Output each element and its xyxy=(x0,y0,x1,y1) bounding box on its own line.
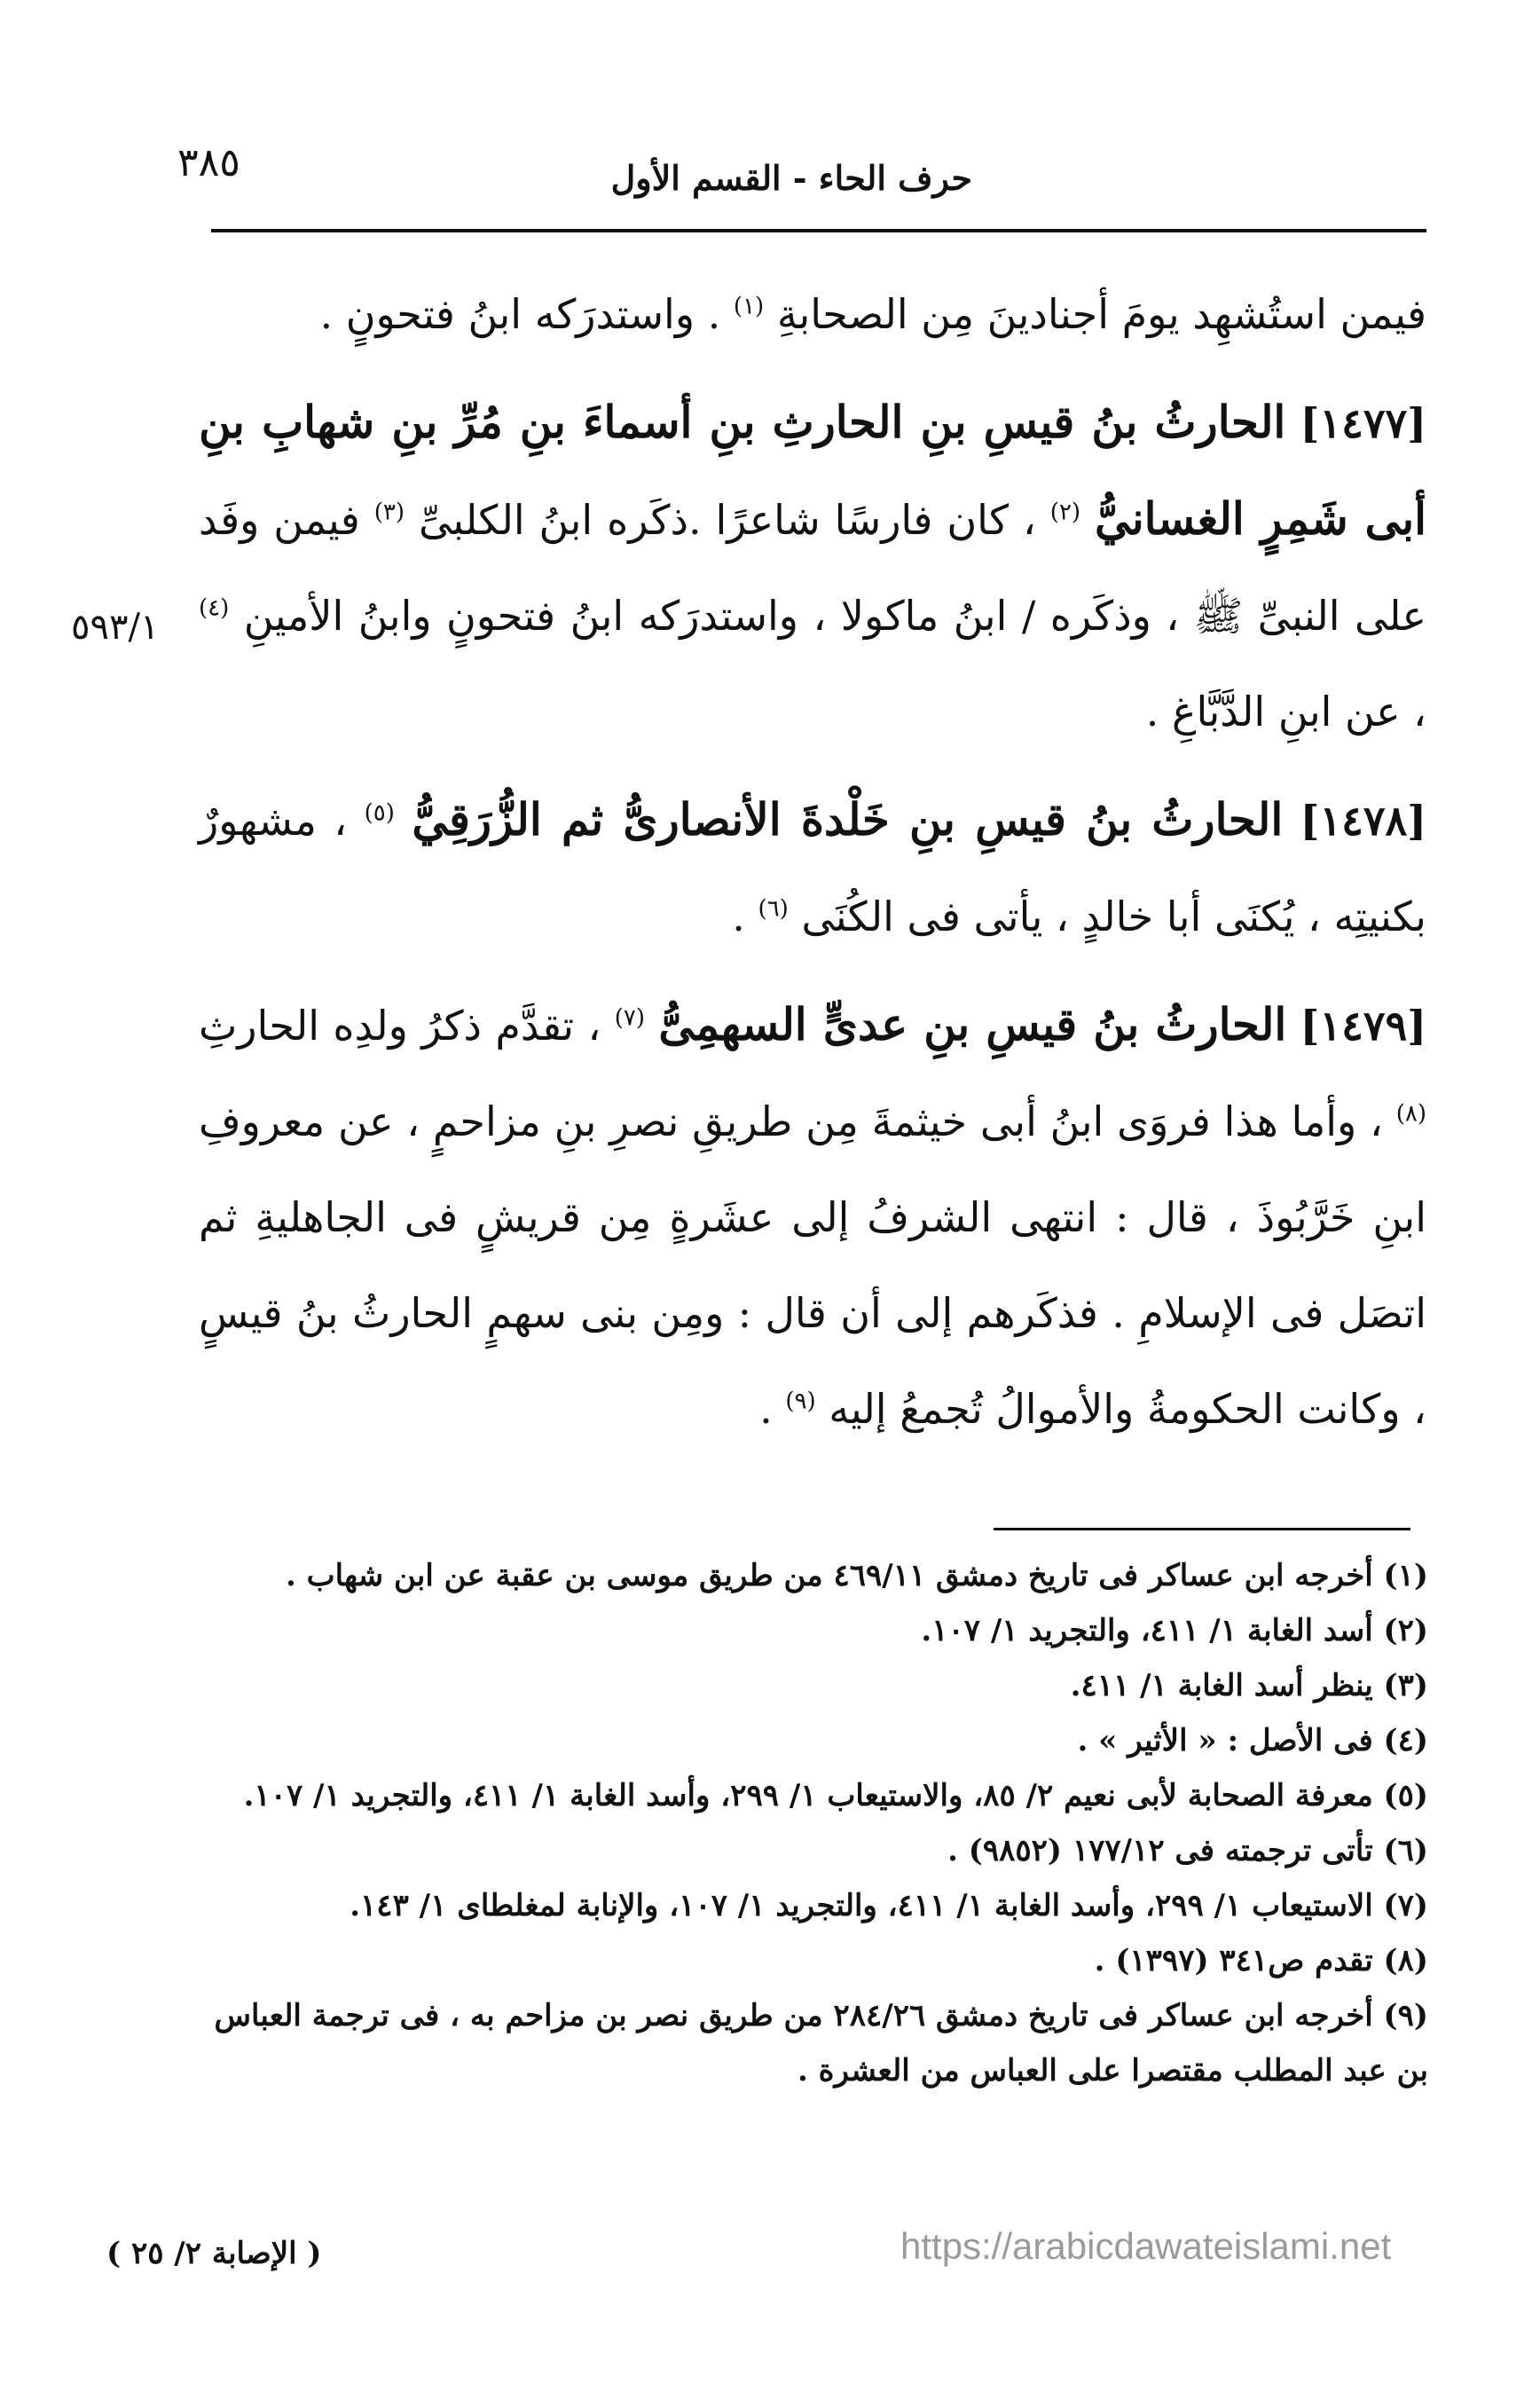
main-text xyxy=(199,266,1426,1457)
entry-1478 xyxy=(199,772,1426,964)
entry-text: . xyxy=(732,893,745,940)
footnote: (٨) تقدم ص٣٤١ (١٣٩٧) . xyxy=(1094,1943,1428,1978)
entry-text: فيمن وفَد على النبىِّ ﷺ ، وذكَره / ابنُ ماكولا ، واستدرَكه ابنُ فتحونٍ وابنُ الأمينِ xyxy=(199,496,1427,640)
footnote-ref: (٩) xyxy=(785,1388,816,1415)
footnote: (٢) أسد الغابة ١/ ٤١١، والتجريد ١/ ١٠٧. xyxy=(921,1613,1428,1648)
footnote: (٣) ينظر أسد الغابة ١/ ٤١١. xyxy=(1070,1668,1428,1703)
watermark-url: https://arabicdawateislami.net xyxy=(900,2225,1392,2267)
entry-name: الحارثُ بنُ قيسِ بنِ عدىٍّ السهمِىُّ xyxy=(658,998,1287,1050)
footnote-ref: (٥) xyxy=(364,799,395,827)
footnote-ref: (٧) xyxy=(614,1004,645,1032)
footnote: (٤) فى الأصل : « الأثير » . xyxy=(1077,1723,1428,1758)
volume-marker: ( الإصابة ٢/ ٢٥ ) xyxy=(106,2236,322,2271)
footnote: (٧) الاستيعاب ١/ ٢٩٩، وأسد الغابة ١/ ٤١١، والتجريد ١/ ١٠٧، والإنابة لمغلطاى ١/ ١٤٣. xyxy=(350,1888,1428,1923)
running-header: حرف الحاء - القسم الأول xyxy=(610,158,972,198)
entry-text: ، تقدَّم ذكرُ ولدِه الحارثِ xyxy=(199,1002,601,1050)
footnote: (١) أخرجه ابن عساكر فى تاريخ دمشق ٤٦٩/١١ من طريق موسى بن عقبة عن ابن شهاب . xyxy=(285,1558,1428,1593)
footnote-ref: (١) xyxy=(733,293,765,320)
footnotes xyxy=(186,1548,1428,2098)
entry-number: [١٤٧٩] xyxy=(1300,1002,1426,1050)
footnote: (٥) معرفة الصحابة لأبى نعيم ٢/ ٨٥، والاستيعاب ١/ ٢٩٩، وأسد الغابة ١/ ٤١١، والتجريد ١/ ١٠٧. xyxy=(243,1778,1428,1813)
footnote: (٦) تأتى ترجمته فى ١٧٧/١٢ (٩٨٥٢) . xyxy=(947,1833,1428,1868)
intro-text: فيمن استُشهِد يومَ أجنادينَ مِن الصحابةِ xyxy=(776,290,1426,338)
page-number: ٣٨٥ xyxy=(177,140,240,185)
margin-reference: ٥٩٣/١ xyxy=(71,607,160,648)
footnote: (٩) أخرجه ابن عساكر فى تاريخ دمشق ٢٨٤/٢٦ من طريق نصر بن مزاحم به ، فى ترجمة العباس بن عبد المطلب مقتصرا على العباس من العشرة . xyxy=(214,1998,1428,2088)
header-divider xyxy=(211,229,1426,232)
entry-text: ، وأما هذا فروَى ابنُ أبى خيثمةَ مِن طريقِ نصرِ بنِ مزاحمٍ ، عن معروفِ ابنِ خَرَّبُوذَ ، قال : انتهى الشرفُ إلى عشَرةٍ مِن قريشٍ فى الجاهليةِ ثم اتصَل فى الإسلامِ . فذكَرهم إلى أن قال : ومِن بنى سهمٍ الحارثُ بنُ قيسٍ ، وكانت الحكومةُ والأموالُ تُجمعُ إليه xyxy=(199,1097,1426,1433)
entry-1477 xyxy=(199,374,1426,759)
footnotes-divider xyxy=(994,1528,1410,1530)
intro-paragraph xyxy=(199,266,1426,362)
footnote-ref: (٨) xyxy=(1395,1100,1427,1128)
footnote-ref: (٤) xyxy=(199,594,230,622)
entry-number: [١٤٧٨] xyxy=(1300,797,1427,845)
footnote-ref: (٢) xyxy=(1049,499,1081,526)
entry-text: . xyxy=(759,1385,773,1433)
entry-text: ، كان فارسًا شاعرًا .ذكَره ابنُ الكلبىِّ xyxy=(418,496,1036,544)
entry-text: ، عن ابنِ الدَّبَّاغِ . xyxy=(1145,688,1426,735)
entry-name: الحارثُ بنُ قيسِ بنِ الحارثِ بنِ أسماءَ بنِ مُرِّ بنِ شهابِ بنِ أبى شَمِرٍ الغسانيُّ xyxy=(199,396,1427,545)
entry-text: ، مشهورٌ بكنيتِه ، يُكنَى أبا خالدٍ ، يأتى فى الكُنَى xyxy=(199,797,1426,940)
entry-1479 xyxy=(199,977,1426,1457)
entry-number: [١٤٧٧] xyxy=(1300,399,1426,447)
footnote-ref: (٦) xyxy=(758,895,789,923)
intro-after: . واستدرَكه ابنُ فتحونٍ . xyxy=(319,290,721,338)
footnote-ref: (٣) xyxy=(373,499,405,526)
entry-name: الحارثُ بنُ قيسِ بنِ خَلْدةَ الأنصارىُّ ثم الزُّرَقِيُّ xyxy=(412,793,1284,846)
